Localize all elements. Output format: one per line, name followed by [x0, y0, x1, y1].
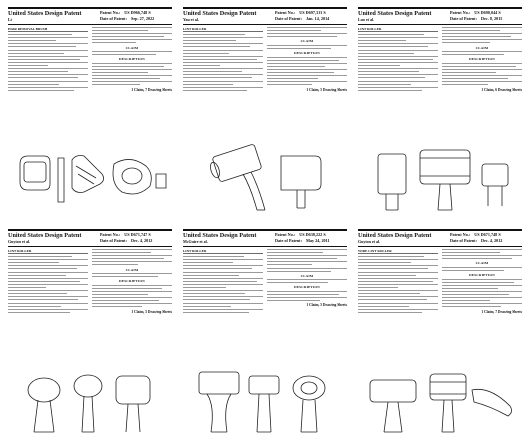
patent-page-5 [179, 226, 351, 440]
drawing-sheets-caption: 1 Claim, 5 Drawing Sheets [306, 87, 347, 92]
lint-roller-drawing [183, 366, 347, 436]
header-divider [183, 24, 347, 25]
patent-header [8, 232, 172, 244]
patent-number: Patent No.: US D690,044 S [450, 10, 501, 15]
right-column [267, 249, 347, 341]
patent-number: Patent No.: US D671,747 S [100, 232, 151, 237]
office-title: United States Design Patent [358, 232, 432, 239]
patent-header [183, 10, 347, 22]
left-column [8, 249, 88, 341]
patent-number: Patent No.: US D697,313 S [275, 10, 326, 15]
left-column [183, 27, 263, 119]
bibliographic-columns [183, 249, 347, 341]
lint-roller-figures [358, 144, 522, 214]
left-column [358, 249, 438, 341]
header-divider [8, 246, 172, 247]
patent-page-6 [354, 226, 526, 440]
claim-heading: CLAIM [125, 267, 139, 272]
claim-heading: CLAIM [475, 45, 489, 50]
right-column [92, 249, 172, 341]
bibliographic-columns [8, 27, 172, 119]
inventor-name: Guyton et al. [8, 239, 31, 244]
lint-roller-drawing [8, 366, 172, 436]
wide-lint-roller-figures [358, 366, 522, 436]
drawing-sheets-caption: 1 Claim, 6 Drawing Sheets [481, 87, 522, 92]
lint-roller-figures [183, 366, 347, 436]
patent-number: Patent No.: US D966,748 S [100, 10, 151, 15]
hair-removal-brush-figures [8, 144, 172, 214]
inventor-name: McGuire et al. [183, 239, 208, 244]
patent-page-4 [4, 226, 176, 440]
patent-header [8, 10, 172, 22]
description-heading: DESCRIPTION [469, 273, 495, 278]
left-column [183, 249, 263, 341]
patent-date: Date of Patent: May 24, 2011 [275, 238, 330, 243]
office-title: United States Design Patent [358, 10, 432, 17]
patent-date: Date of Patent: Dec. 4, 2012 [450, 238, 503, 243]
lint-roller-figures [183, 144, 347, 214]
inventor-name: Luo et al. [358, 17, 375, 22]
patent-page-3 [354, 4, 526, 218]
header-divider [358, 246, 522, 247]
description-heading: DESCRIPTION [294, 285, 320, 290]
header-rule [183, 229, 347, 231]
claim-heading: CLAIM [475, 261, 489, 266]
patent-header [358, 10, 522, 22]
first-heading: LINT ROLLER [8, 249, 32, 253]
drawing-sheets-caption: 1 Claim, 7 Drawing Sheets [131, 87, 172, 92]
inventor-name: Li [8, 17, 12, 22]
description-heading: DESCRIPTION [294, 51, 320, 56]
lint-roller-drawing [358, 144, 522, 214]
claim-heading: CLAIM [300, 273, 314, 278]
right-column [442, 249, 522, 341]
drawing-sheets-caption: 1 Claim, 5 Drawing Sheets [306, 303, 347, 308]
hair-removal-brush-drawing [8, 144, 172, 214]
lint-roller-figures [8, 366, 172, 436]
header-divider [8, 24, 172, 25]
inventor-name: Yau et al. [183, 17, 199, 22]
office-title: United States Design Patent [8, 10, 82, 17]
patent-date: Date of Patent: Sep. 27, 2022 [100, 16, 155, 21]
left-column [8, 27, 88, 119]
office-title: United States Design Patent [8, 232, 82, 239]
first-heading: LINT ROLLER [183, 249, 207, 253]
patent-date: Date of Patent: Dec. 4, 2012 [100, 238, 153, 243]
bibliographic-columns [8, 249, 172, 341]
patent-header [183, 232, 347, 244]
left-column [358, 27, 438, 119]
drawing-sheets-caption: 1 Claim, 5 Drawing Sheets [131, 309, 172, 314]
patent-number: Patent No.: US D671,748 S [450, 232, 501, 237]
first-heading: LINT ROLLER [183, 27, 207, 31]
patent-page-2 [179, 4, 351, 218]
claim-heading: CLAIM [300, 39, 314, 44]
office-title: United States Design Patent [183, 232, 257, 239]
header-rule [8, 7, 172, 9]
patent-page-1 [4, 4, 176, 218]
header-rule [358, 229, 522, 231]
description-heading: DESCRIPTION [469, 57, 495, 62]
header-rule [358, 7, 522, 9]
patent-date: Date of Patent: Dec. 8, 2015 [450, 16, 503, 21]
bibliographic-columns [358, 27, 522, 119]
patent-date: Date of Patent: Jan. 14, 2014 [275, 16, 330, 21]
right-column [267, 27, 347, 119]
claim-heading: CLAIM [125, 45, 139, 50]
description-heading: DESCRIPTION [119, 57, 145, 62]
wide-lint-roller-drawing [358, 366, 522, 436]
lint-roller-drawing [183, 144, 347, 214]
description-heading: DESCRIPTION [119, 279, 145, 284]
header-rule [183, 7, 347, 9]
right-column [442, 27, 522, 119]
patent-number: Patent No.: US D638,222 S [275, 232, 326, 237]
header-divider [183, 246, 347, 247]
drawing-sheets-caption: 1 Claim, 7 Drawing Sheets [481, 309, 522, 314]
header-divider [358, 24, 522, 25]
office-title: United States Design Patent [183, 10, 257, 17]
first-heading: WIDE LINT ROLLER [358, 249, 392, 253]
inventor-name: Guyton et al. [358, 239, 381, 244]
first-heading: LINT ROLLER [358, 27, 382, 31]
bibliographic-columns [183, 27, 347, 119]
first-heading: HAIR REMOVAL BRUSH [8, 27, 48, 31]
right-column [92, 27, 172, 119]
header-rule [8, 229, 172, 231]
bibliographic-columns [358, 249, 522, 341]
patent-header [358, 232, 522, 244]
